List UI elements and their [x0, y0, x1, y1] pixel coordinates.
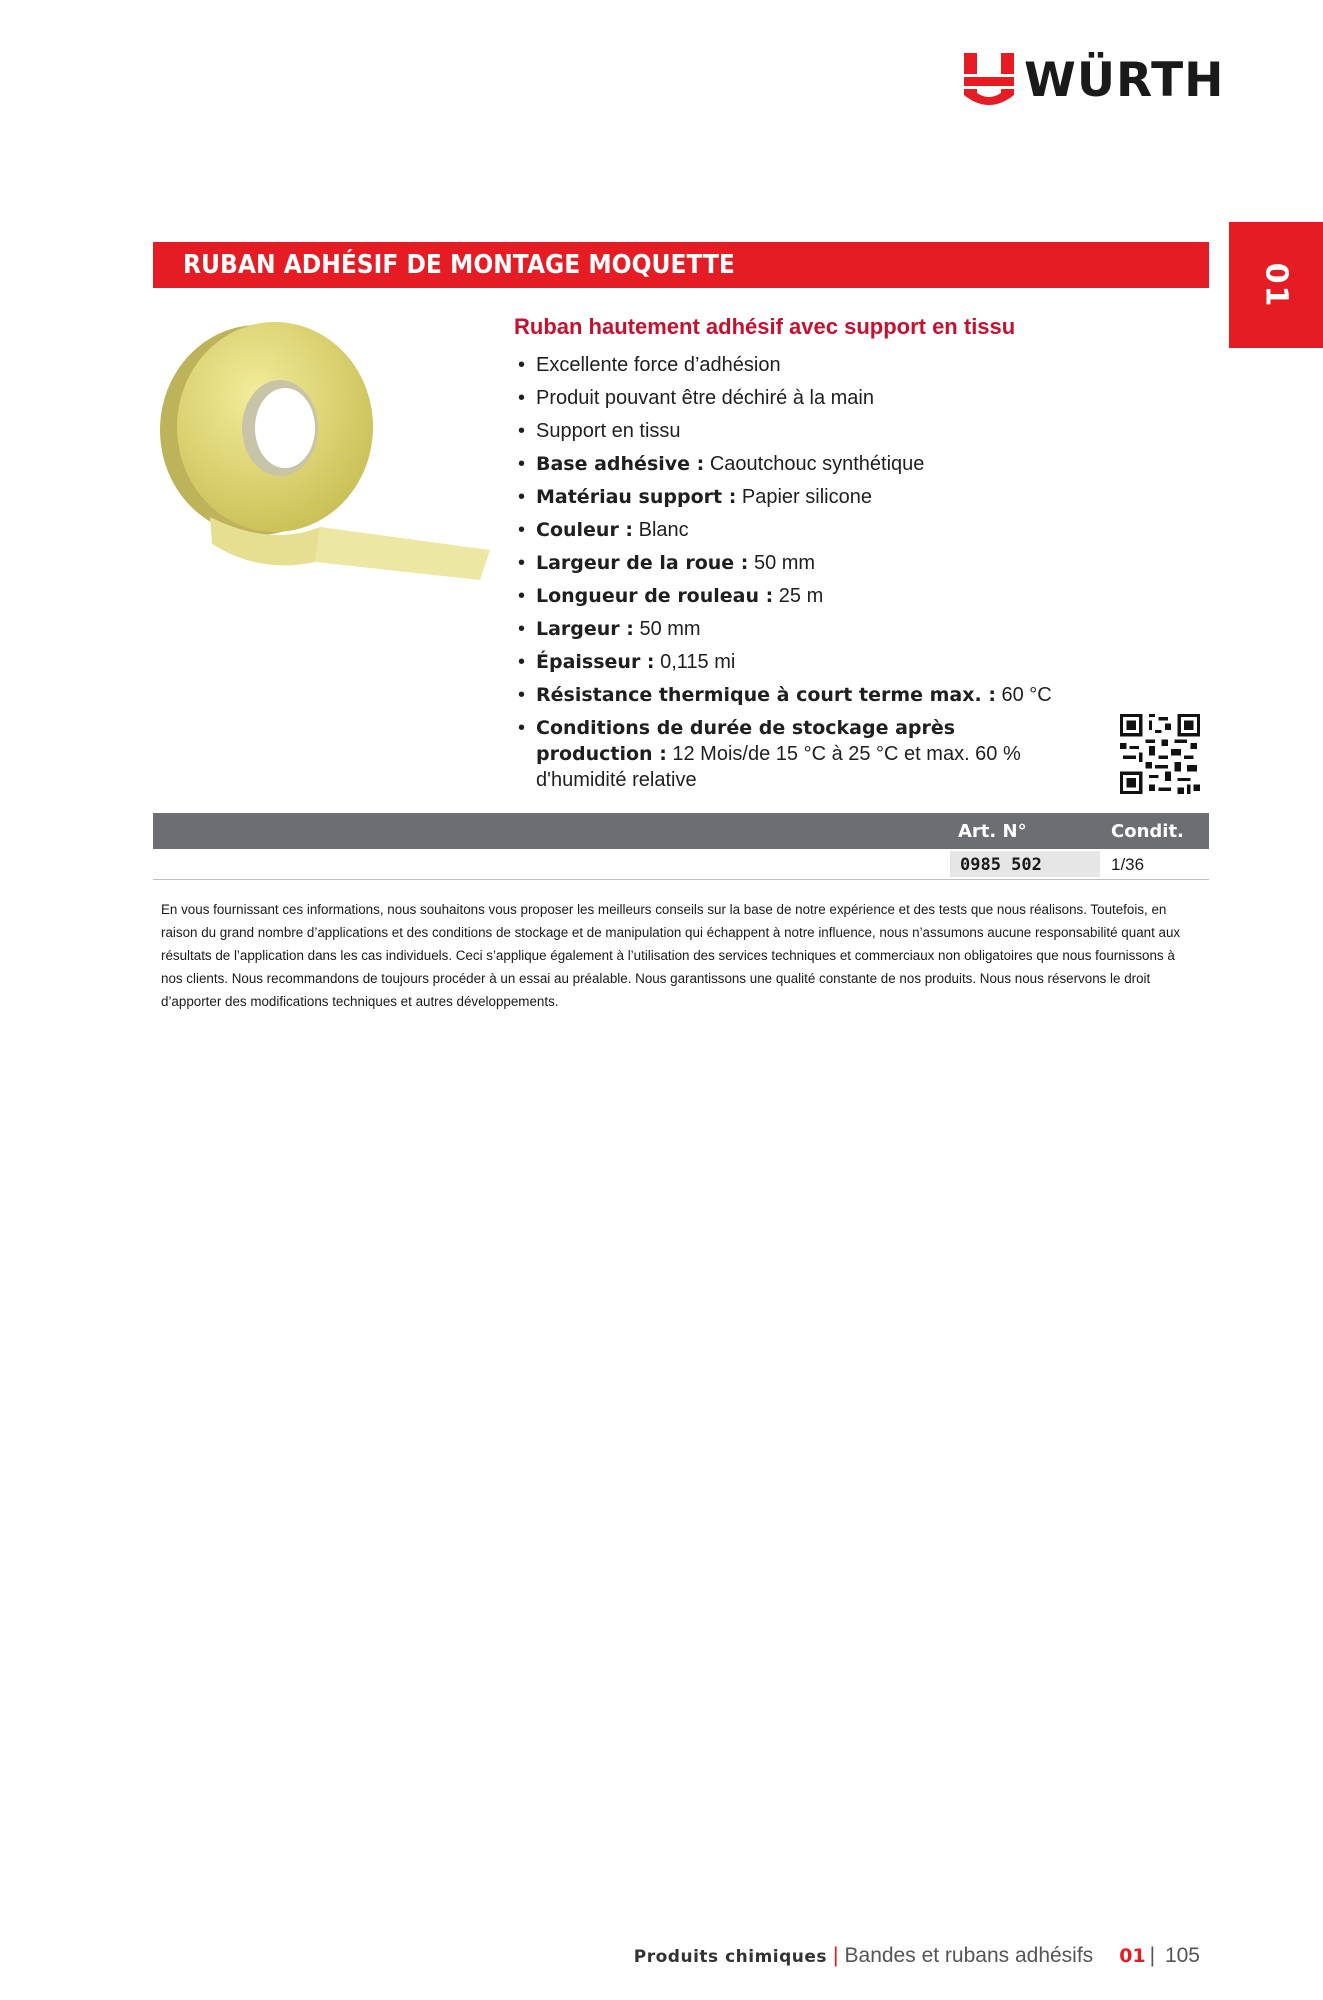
- list-item: • Excellente force d’adhésion: [514, 352, 1074, 379]
- article-table: [153, 813, 1209, 880]
- disclaimer-text: En vous fournissant ces informations, nous souhaitons vous proposer les meilleurs conseils sur la base de notre expérience et des tests que nous réalisons. Toutefois, en raison du grand nombre d’applications et des conditions de stockage et de manipulation qui échappent à notre influence, nous n’assumons aucune responsabilité quant aux résultats de l’application dans les cas individuels. Ceci s’applique également à l’utilisation des services techniques et commerciaux non obligatoires que nous fournissons à nos clients. Nous recommandons de toujours procéder à un essai au préalable. Nous garantissons une qualité constante de nos produits. Nous nous réservons le droit d’apporter des modifications techniques et autres développements.: [161, 902, 1181, 1009]
- footer-page-separator: |: [1149, 1944, 1156, 1967]
- list-item: • Support en tissu: [514, 418, 1074, 445]
- condit-cell: 1/36: [1111, 855, 1145, 874]
- product-subtitle: Ruban hautement adhésif avec support en tissu: [514, 314, 1016, 339]
- tape-roll-image: [150, 312, 495, 592]
- list-item: • Produit pouvant être déchiré à la main: [514, 385, 1074, 412]
- footer-separator: |: [833, 1944, 839, 1967]
- list-item: • Résistance thermique à court terme max. : 60 °C: [514, 682, 1074, 709]
- page-title: RUBAN ADHÉSIF DE MONTAGE MOQUETTE: [183, 250, 735, 280]
- chapter-tab: [1229, 222, 1323, 348]
- table-header: [153, 813, 1209, 849]
- list-item: • Épaisseur : 0,115 mi: [514, 649, 1074, 676]
- list-item: • Base adhésive : Caoutchouc synthétique: [514, 451, 1074, 478]
- art-number-cell[interactable]: 0985 502: [950, 851, 1100, 877]
- title-bar: [153, 242, 1209, 288]
- list-item: • Matériau support : Papier silicone: [514, 484, 1074, 511]
- list-item: • Conditions de durée de stockage après production : 12 Mois/de 15 °C à 25 °C et max. 60 % d'humidité relative: [514, 715, 1074, 793]
- header-art-number: Art. N°: [958, 821, 1027, 842]
- footer-category: Produits chimiques: [633, 1947, 828, 1967]
- chapter-tab-label: 01: [1258, 262, 1294, 308]
- wurth-logo-icon: [964, 53, 1014, 107]
- table-row[interactable]: [153, 849, 1209, 880]
- feature-list: [514, 352, 1074, 799]
- wurth-logo: [964, 52, 1224, 108]
- brand-name: WÜRTH: [1024, 52, 1225, 108]
- list-item: • Couleur : Blanc: [514, 517, 1074, 544]
- list-item: • Largeur de la roue : 50 mm: [514, 550, 1074, 577]
- footer-chapter: 01: [1119, 1945, 1146, 1967]
- list-item: • Longueur de rouleau : 25 m: [514, 583, 1074, 610]
- footer-subcategory: Bandes et rubans adhésifs: [844, 1944, 1094, 1967]
- page-footer: [634, 1944, 1200, 1968]
- list-item: • Largeur : 50 mm: [514, 616, 1074, 643]
- page-number: 105: [1164, 1944, 1200, 1967]
- header-condit: Condit.: [1111, 821, 1184, 842]
- qr-code-icon[interactable]: [1120, 714, 1200, 794]
